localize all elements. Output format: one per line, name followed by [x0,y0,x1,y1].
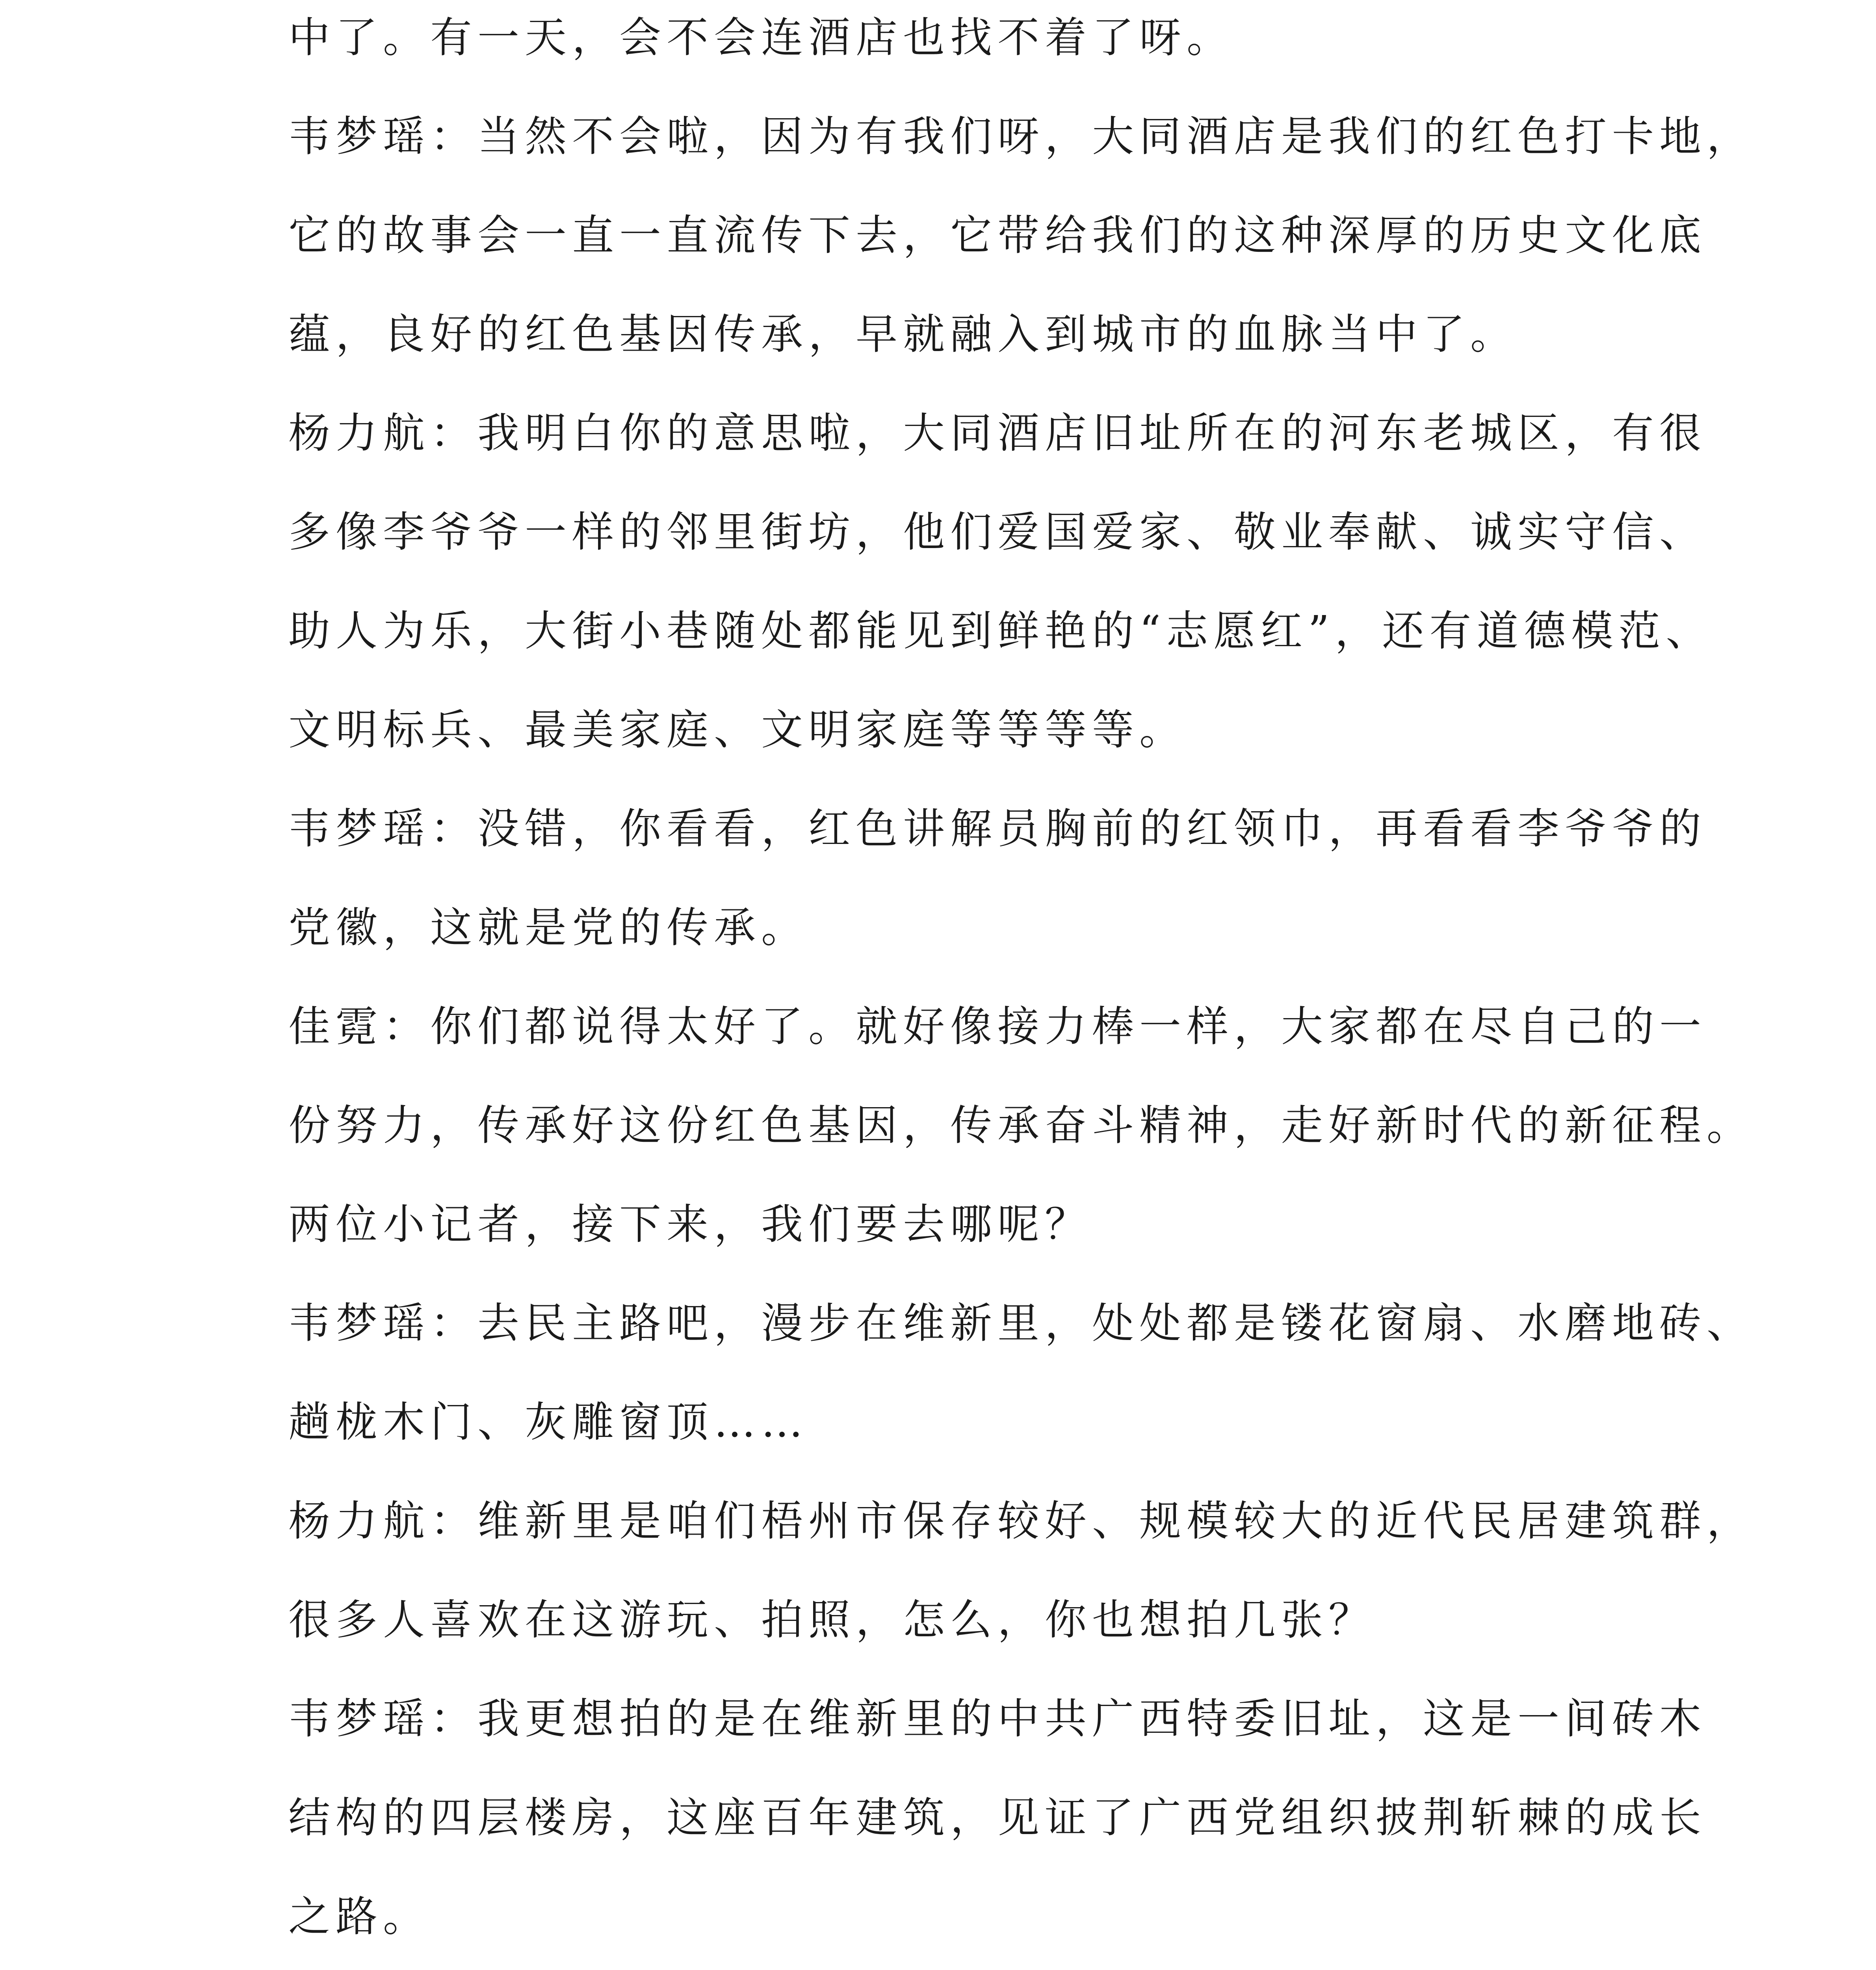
text-line: 杨力航：我明白你的意思啦，大同酒店旧址所在的河东老城区，有很 [288,409,1707,457]
text-line: 韦梦瑶：我更想拍的是在维新里的中共广西特委旧址，这是一间砖木 [288,1695,1707,1743]
text-line: 两位小记者，接下来，我们要去哪呢？ [288,1200,1092,1249]
text-line: 杨力航：维新里是咱们梧州市保存较好、规模较大的近代民居建筑群， [288,1497,1754,1545]
text-line: 党徽，这就是党的传承。 [288,903,808,952]
text-line: 之路。 [288,1892,430,1941]
text-line: 佳霓：你们都说得太好了。就好像接力棒一样，大家都在尽自己的一 [288,1002,1707,1051]
text-line [288,1966,1610,1970]
text-line: 多像李爷爷一样的邻里街坊，他们爱国爱家、敬业奉献、诚实守信、 [288,508,1707,556]
text-line: 韦梦瑶：去民主路吧，漫步在维新里，处处都是镂花窗扇、水磨地砖、 [288,1299,1754,1347]
text-line: 韦梦瑶：没错，你看看，红色讲解员胸前的红领巾，再看看李爷爷的 [288,805,1707,853]
text-line: 它的故事会一直一直流传下去，它带给我们的这种深厚的历史文化底 [288,211,1707,260]
document-page [288,0,1754,1970]
text-line: 文明标兵、最美家庭、文明家庭等等等等。 [288,706,1187,754]
text-line: 蕴，良好的红色基因传承，早就融入到城市的血脉当中了。 [288,310,1518,359]
text-line: 结构的四层楼房，这座百年建筑，见证了广西党组织披荆斩棘的成长 [288,1793,1707,1842]
text-line: 趟栊木门、灰雕窗顶…… [288,1398,808,1446]
text-line: 助人为乐，大街小巷随处都能见到鲜艳的“志愿红”，还有道德模范、 [288,607,1713,655]
text-line: 很多人喜欢在这游玩、拍照，怎么，你也想拍几张？ [288,1596,1376,1644]
text-line: 中了。有一天，会不会连酒店也找不着了呀。 [288,13,1234,62]
text-line: 韦梦瑶：当然不会啦，因为有我们呀，大同酒店是我们的红色打卡地， [288,112,1754,161]
text-line: 份努力，传承好这份红色基因，传承奋斗精神，走好新时代的新征程。 [288,1101,1754,1150]
